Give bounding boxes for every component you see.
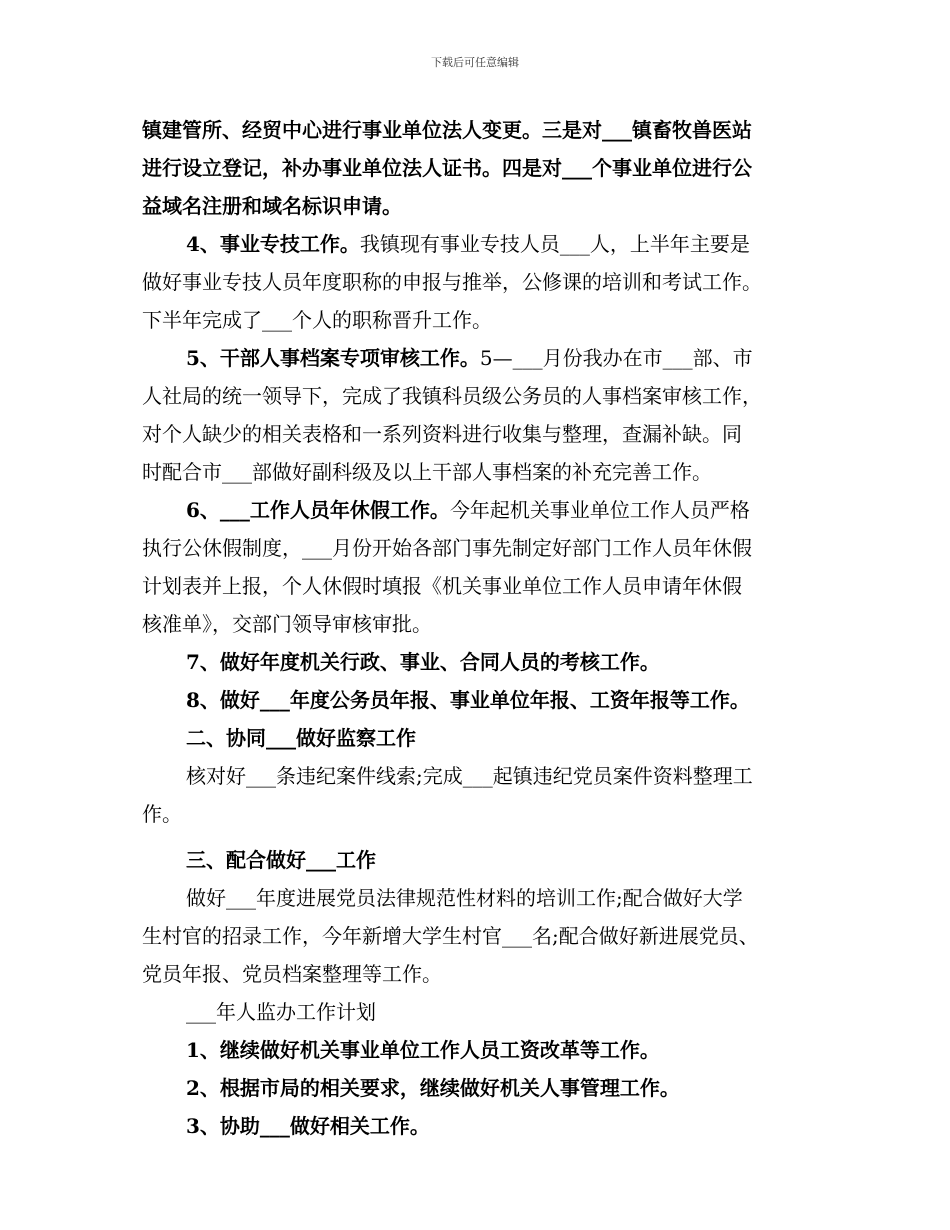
- paragraph-line: 计划表并上报，个人休假时填报《机关事业单位工作人员申请年休假: [142, 574, 742, 598]
- section-heading: 8、做好___年度公务员年报、事业单位年报、工资年报等工作。: [186, 688, 750, 712]
- page-header: 下载后可任意编辑: [431, 56, 519, 69]
- paragraph-line: 核准单》，交部门领导审核审批。: [142, 612, 432, 636]
- paragraph-line: 镇建管所、经贸中心进行事业单位法人变更。三是对___镇畜牧兽医站: [142, 118, 752, 142]
- plan-title: ___年人监办工作计划: [186, 1000, 376, 1024]
- paragraph-line: 执行公休假制度，___月份开始各部门事先制定好部门工作人员年休假: [142, 536, 752, 560]
- section-heading: 6、___工作人员年休假工作。: [186, 498, 450, 522]
- document-body: [142, 111, 814, 1145]
- section-heading: 4、事业专技工作。: [186, 232, 360, 256]
- paragraph-line: [142, 339, 814, 377]
- paragraph-line: 做好___年度进展党员法律规范性材料的培训工作;配合做好大学: [186, 886, 743, 910]
- paragraph-line: 党员年报、党员档案整理等工作。: [142, 962, 442, 986]
- section-heading: 5、干部人事档案专项审核工作。: [186, 346, 480, 370]
- paragraph-text: 5—___月份我办在市___部、市: [479, 346, 753, 370]
- plan-item: 3、协助___做好相关工作。: [186, 1114, 430, 1138]
- paragraph-line: [142, 491, 814, 529]
- paragraph-line: 时配合市___部做好副科级及以上干部人事档案的补充完善工作。: [142, 460, 712, 484]
- paragraph-line: 对个人缺少的相关表格和一系列资料进行收集与整理，查漏补缺。同: [142, 422, 742, 446]
- plan-item: 2、根据市局的相关要求，继续做好机关人事管理工作。: [186, 1076, 680, 1100]
- section-heading: 7、做好年度机关行政、事业、合同人员的考核工作。: [186, 650, 660, 674]
- paragraph-text: 我镇现有事业专技人员___人，上半年主要是: [359, 232, 750, 256]
- paragraph-line: 下半年完成了___个人的职称晋升工作。: [142, 308, 492, 332]
- section-heading: 二、协同___做好监察工作: [186, 726, 416, 750]
- paragraph-line: [142, 225, 814, 263]
- section-heading: 三、配合做好___工作: [186, 848, 376, 872]
- paragraph-line: 作。: [142, 802, 182, 826]
- paragraph-text: 今年起机关事业单位工作人员严格: [449, 498, 750, 522]
- paragraph-line: 做好事业专技人员年度职称的申报与推举，公修课的培训和考试工作。: [142, 270, 762, 294]
- plan-item: 1、继续做好机关事业单位工作人员工资改革等工作。: [186, 1038, 660, 1062]
- paragraph-line: 生村官的招录工作，今年新增大学生村官___名;配合做好新进展党员、: [142, 924, 759, 948]
- paragraph-line: 进行设立登记，补办事业单位法人证书。四是对___个事业单位进行公: [142, 156, 752, 180]
- paragraph-line: 人社局的统一领导下，完成了我镇科员级公务员的人事档案审核工作，: [142, 384, 762, 408]
- paragraph-line: 益域名注册和域名标识申请。: [142, 194, 402, 218]
- paragraph-line: 核对好___条违纪案件线索;完成___起镇违纪党员案件资料整理工: [186, 764, 753, 788]
